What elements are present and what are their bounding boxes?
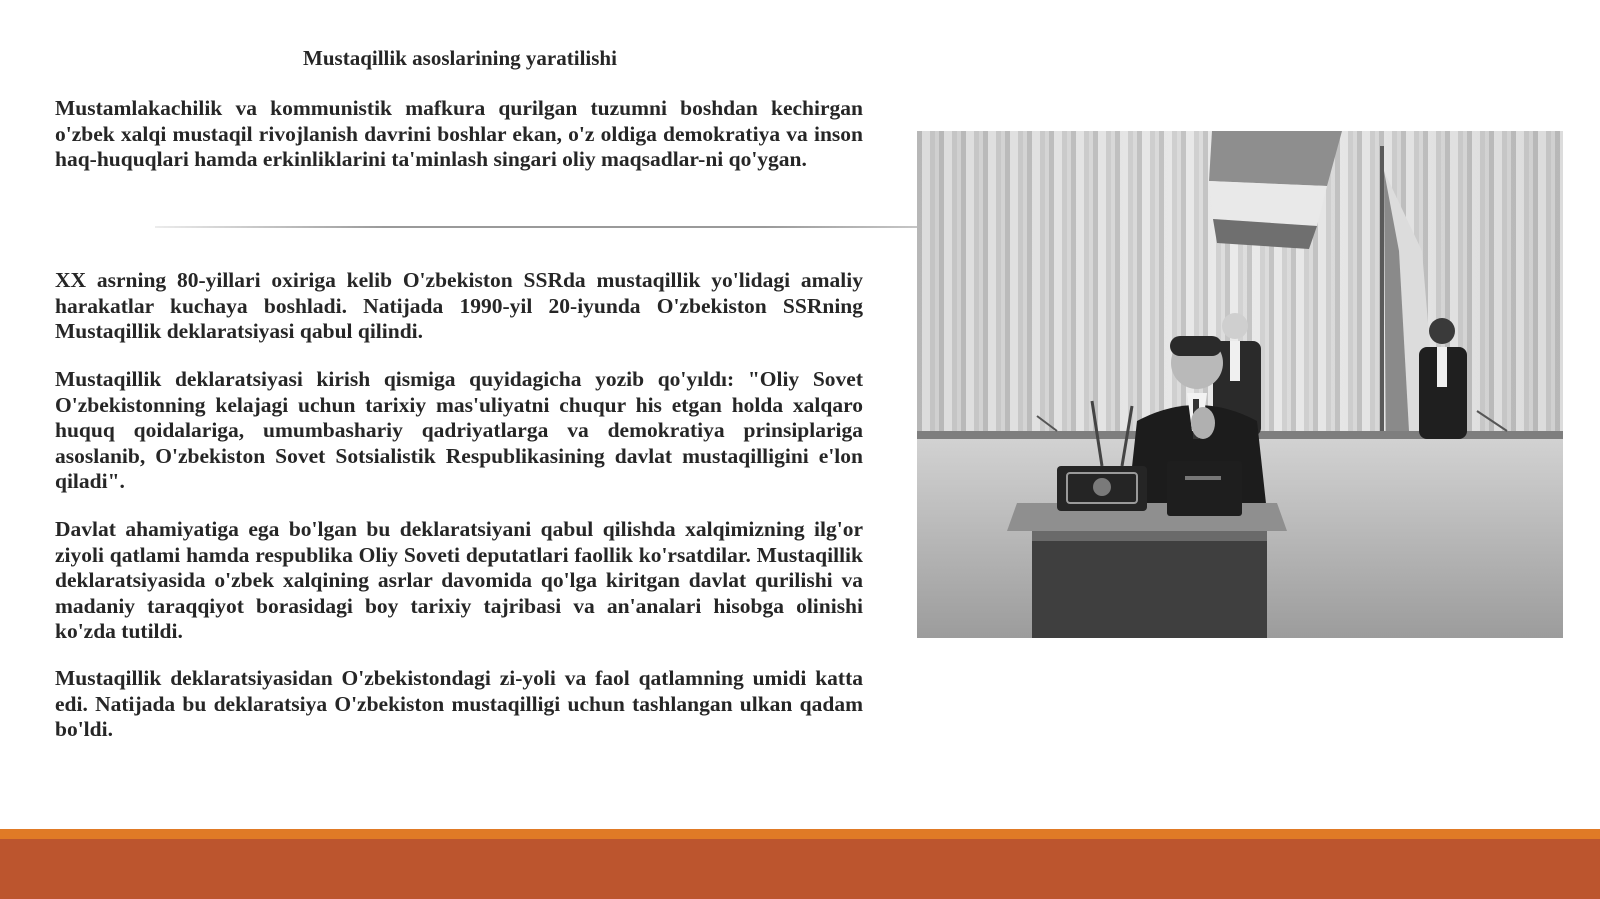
footer-accent-stripe bbox=[0, 829, 1600, 839]
slide-title: Mustaqillik asoslarining yaratilishi bbox=[303, 46, 617, 70]
paragraph-4: Davlat ahamiyatiga ega bo'lgan bu deklaratsiyani qabul qilishda xalqimizning ilg'or ziyoli qatlami hamda respublika Oliy Soveti deputatlari faollik ko'rsatdilar. Mustaqillik deklaratsiyasida o'zbek xalqining asrlar davomida qo'lga kiritgan davlat qurilishi va madaniy taraqqiyot borasidagi boy tarixiy tajribasi va an'analari hisobga olinishi ko'zda tutildi. bbox=[55, 517, 863, 643]
paragraph-2: XX asrning 80-yillari oxiriga kelib O'zbekiston SSRda mustaqillik yo'lidagi amaliy harakatlar kuchaya boshladi. Natijada 1990-yil 20-iyunda O'zbekiston SSRning Mustaqillik deklaratsiyasi qabul qilindi. bbox=[55, 268, 863, 343]
paragraph-1: Mustamlakachilik va kommunistik mafkura qurilgan tuzumni boshdan kechirgan o'zbek xalqi mustaqil rivojlanish davrini boshlar ekan, o'z oldiga demokratiya va inson haq-huquqlari hamda erkinliklarini ta'minlash singari oliy maqsadlar-ni qo'ygan. bbox=[55, 96, 863, 171]
footer-bar bbox=[0, 839, 1600, 899]
historical-photo bbox=[917, 131, 1563, 638]
photo-illustration bbox=[917, 131, 1563, 638]
paragraph-5: Mustaqillik deklaratsiyasidan O'zbekistondagi zi-yoli va faol qatlamning umidi katta edi. Natijada bu deklaratsiya O'zbekiston mustaqilligi uchun tashlangan ulkan qadam bo'ldi. bbox=[55, 666, 863, 741]
paragraph-3: Mustaqillik deklaratsiyasi kirish qismiga quyidagicha yozib qo'yıldı: "Oliy Sovet O'zbekistonning kelajagi uchun tarixiy mas'uliyatni chuqur his etgan holda xalqaro huquq qoidalariga, umumbashariy qadriyatlarga va demokratiya prinsiplariga asoslanib, O'zbekiston Sovet Sotsialistik Respublikasining davlat mustaqilligini e'lon qiladi". bbox=[55, 367, 863, 493]
divider-line bbox=[155, 226, 917, 228]
